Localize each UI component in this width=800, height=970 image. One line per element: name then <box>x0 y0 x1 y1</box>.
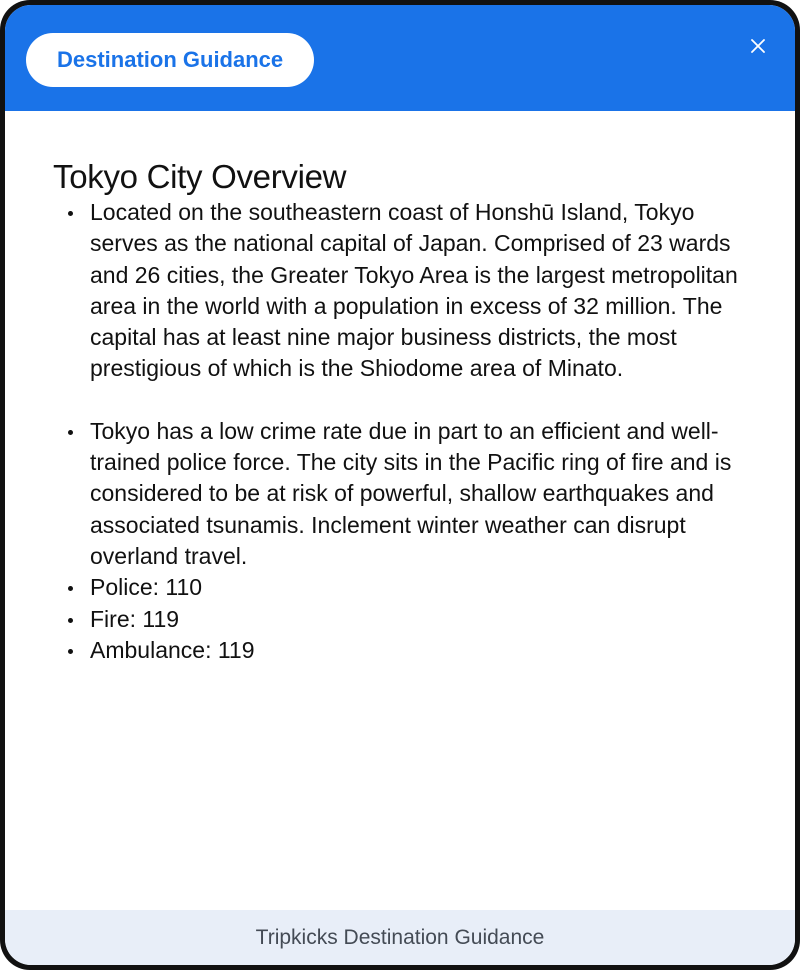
close-icon <box>747 35 769 57</box>
page-title: Tokyo City Overview <box>53 158 347 195</box>
destination-guidance-modal <box>5 5 795 965</box>
emergency-number-ambulance: Ambulance: 119 <box>53 635 747 666</box>
modal-content <box>53 157 747 666</box>
emergency-number-police: Police: 110 <box>53 572 747 603</box>
emergency-number-fire: Fire: 119 <box>53 604 747 635</box>
modal-footer: Tripkicks Destination Guidance <box>5 910 795 965</box>
overview-safety-paragraph: Tokyo has a low crime rate due in part to an efficient and well-trained police force. The city sits in the Pacific ring of fire and is considered to be at risk of powerful, shallow earthquakes and associated tsunamis. Inclement winter weather can disrupt overland travel. <box>53 416 747 572</box>
modal-header <box>5 5 795 111</box>
overview-list <box>53 197 747 572</box>
destination-guidance-badge: Destination Guidance <box>26 33 314 87</box>
close-button[interactable] <box>747 35 769 57</box>
emergency-numbers-list <box>53 572 747 666</box>
overview-location-paragraph: Located on the southeastern coast of Honshū Island, Tokyo serves as the national capital of Japan. Comprised of 23 wards and 26 cities, the Greater Tokyo Area is the largest metropolitan area in the world with a population in excess of 32 million. The capital has at least nine major business districts, the most prestigious of which is the Shiodome area of Minato. <box>53 197 747 385</box>
